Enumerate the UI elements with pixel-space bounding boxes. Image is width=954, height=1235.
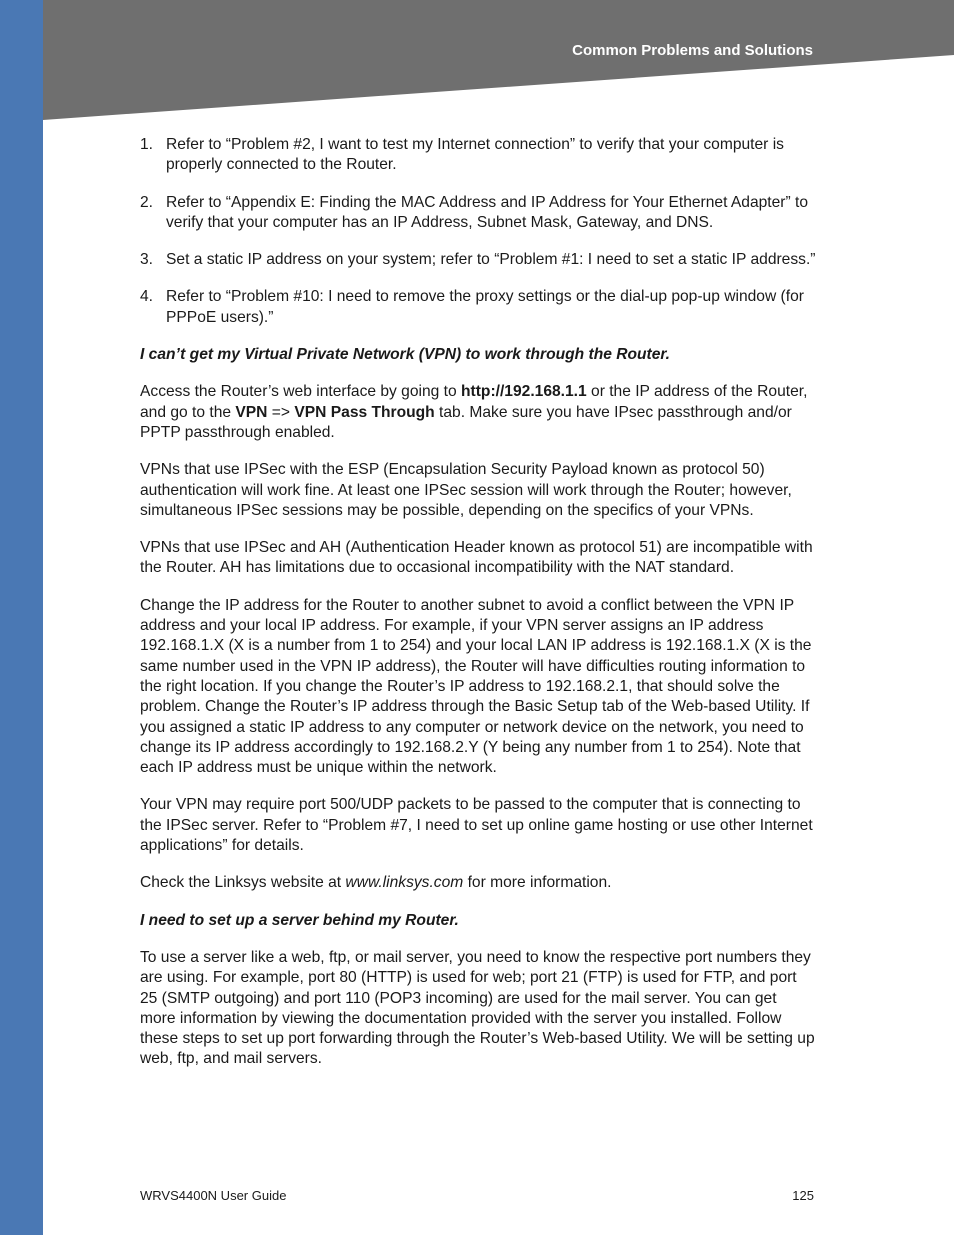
vpn-esp-paragraph: VPNs that use IPSec with the ESP (Encapsulation Security Payload known as protocol 50) authentication will work fine. At least one IPSec session will work through the Router; however, simultaneous IPSec sessions may be possible, depending on the specifics of your VPNs. <box>140 461 792 519</box>
router-url: http://192.168.1.1 <box>461 383 587 401</box>
step-number: 3. <box>140 251 154 269</box>
step-text: Refer to “Appendix E: Finding the MAC Address and IP Address for Your Ethernet Adapter” to verify that your computer has an IP Address, Subnet Mask, Gateway, and DNS. <box>166 193 809 231</box>
side-accent-bar <box>0 0 43 1235</box>
vpn-pass-through-tab-name: VPN Pass Through <box>294 403 435 421</box>
server-heading: I need to set up a server behind my Router. <box>140 911 459 929</box>
text-span: for more information. <box>463 874 612 892</box>
server-paragraph: To use a server like a web, ftp, or mail server, you need to know the respective port numbers they are using. For example, port 80 (HTTP) is used for web; port 21 (FTP) is used for FTP, and port 25 (SMTP outgoing) and port 110 (POP3 incoming) are used for the mail server. You can get more information by viewing the documentation provided with the server you installed. Follow these steps to set up port forwarding through the Router’s Web-based Utility. We will be setting up web, ftp, and mail servers. <box>140 948 815 1068</box>
list-item <box>140 250 816 270</box>
text-span: Check the Linksys website at <box>140 874 346 892</box>
vpn-subnet-paragraph: Change the IP address for the Router to another subnet to avoid a conflict between the VPN IP address and your local IP address. For example, if your VPN server assigns an IP address 192.168.1.X (X is a number from 1 to 254) and your local LAN IP address is 192.168.1.X (X is the same number used in the VPN IP address), the Router will have difficulties routing information to the right location. If you change the Router’s IP address to 192.168.2.1, that should solve the problem. Change the Router’s IP address through the Basic Setup tab of the Web-based Utility. If you assigned a static IP address to any computer or network device on the network, you need to change its IP address accordingly to 192.168.2.Y (Y being any number from 1 to 254). Note that each IP address must be unique within the network. <box>140 596 812 777</box>
vpn-port-paragraph: Your VPN may require port 500/UDP packets to be passed to the computer that is connecting to the IPSec server. Refer to “Problem #7, I need to set up online game hosting or use other Internet applications” for details. <box>140 796 813 855</box>
step-text: Refer to “Problem #10: I need to remove the proxy settings or the dial-up pop-up window (for PPPoE users).” <box>166 288 804 326</box>
list-item <box>140 287 816 328</box>
footer-guide-name: WRVS4400N User Guide <box>140 1188 287 1203</box>
footer-page-number: 125 <box>792 1188 814 1203</box>
step-text: Set a static IP address on your system; refer to “Problem #1: I need to set a static IP address.” <box>166 251 816 269</box>
section-title: Common Problems and Solutions <box>572 42 813 59</box>
vpn-access-paragraph <box>140 382 816 443</box>
step-text: Refer to “Problem #2, I want to test my Internet connection” to verify that your computer is properly connected to the Router. <box>166 136 784 174</box>
step-number: 4. <box>140 288 154 306</box>
step-number: 2. <box>140 193 154 211</box>
vpn-tab-name: VPN <box>235 403 268 421</box>
text-span: Access the Router’s web interface by going to <box>140 383 462 401</box>
step-number: 1. <box>140 136 154 153</box>
vpn-ah-paragraph: VPNs that use IPSec and AH (Authentication Header known as protocol 51) are incompatible with the Router. AH has limitations due to occasional incompatibility with the NAT standard. <box>140 539 813 577</box>
page-content <box>140 135 816 1087</box>
list-item <box>140 135 816 176</box>
linksys-website-paragraph <box>140 873 816 893</box>
arrow-text: => <box>267 403 295 421</box>
linksys-link[interactable]: www.linksys.com <box>345 874 464 892</box>
text-span: tab. Make sure you have IPsec passthrough and/or PPTP passthrough enabled. <box>140 403 792 441</box>
header-band <box>0 0 954 125</box>
vpn-heading: I can’t get my Virtual Private Network (VPN) to work through the Router. <box>140 346 670 364</box>
steps-list <box>140 135 816 328</box>
text-span: or the IP address of the Router, and go to the <box>140 383 808 421</box>
list-item <box>140 193 816 234</box>
